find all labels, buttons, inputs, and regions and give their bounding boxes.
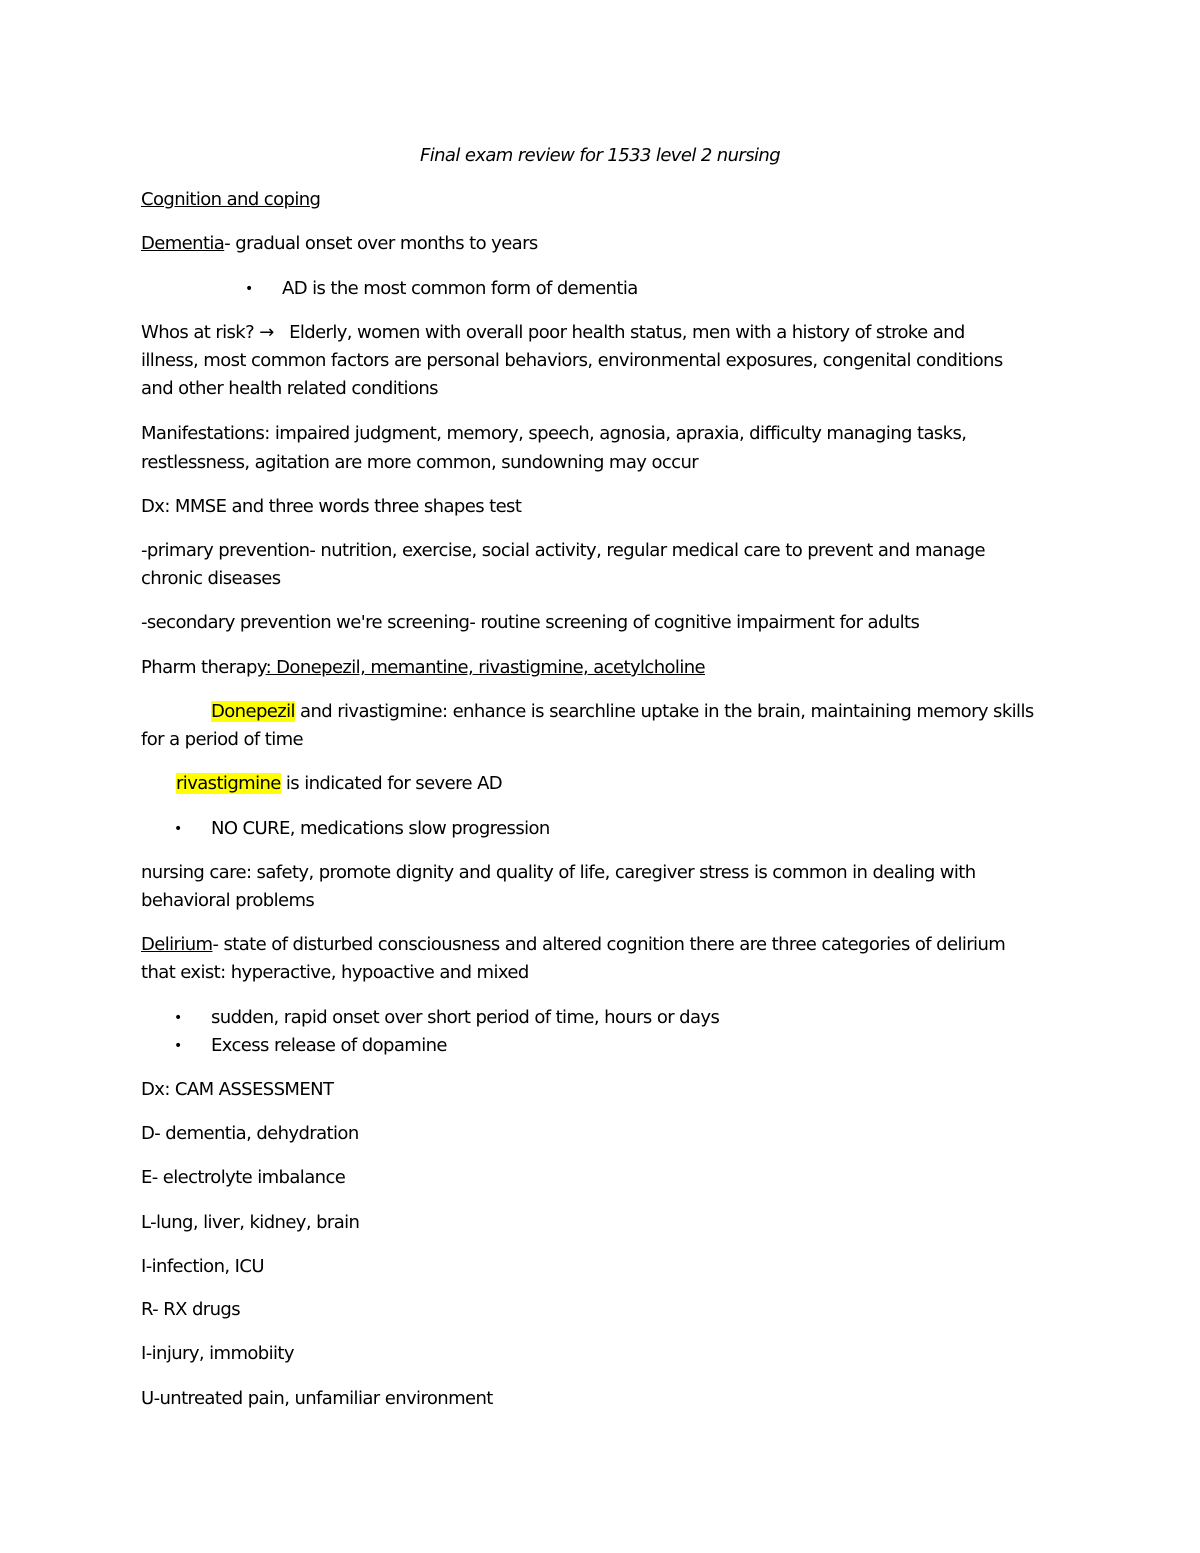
mnemonic-item: R- RX drugs: [141, 1299, 240, 1320]
pharm-therapy: [141, 654, 1060, 682]
delirium-bullet: sudden, rapid onset over short period of time, hours or days: [211, 1007, 720, 1028]
manifestations-line-1: Manifestations: impaired judgment, memory, speech, agnosia, apraxia, difficulty managing tasks,: [141, 423, 967, 444]
delirium-definition: - state of disturbed consciousness and altered cognition there are three categories of delirium: [212, 934, 1006, 955]
delirium-term: Delirium: [141, 934, 213, 955]
dx-dementia: Dx: MMSE and three words three shapes test: [141, 496, 522, 517]
donepezil-text: and rivastigmine: enhance is searchline uptake in the brain, maintaining memory skills: [294, 701, 1034, 722]
risk-line-3: and other health related conditions: [141, 378, 438, 399]
nursing-care-line-2: behavioral problems: [141, 890, 315, 911]
mnemonic-item: L-lung, liver, kidney, brain: [141, 1212, 360, 1233]
risk-text: Elderly, women with overall poor health status, men with a history of stroke and: [289, 322, 965, 343]
mnemonic-item: E- electrolyte imbalance: [141, 1167, 346, 1188]
risk-line-2: illness, most common factors are personal behaviors, environmental exposures, congenital conditions: [141, 350, 1003, 371]
arrow-icon: →: [259, 322, 274, 343]
no-cure-bullet: NO CURE, medications slow progression: [211, 818, 550, 839]
delirium-line-2: that exist: hyperactive, hypoactive and mixed: [141, 962, 529, 983]
mnemonic-item: I-injury, immobiity: [141, 1343, 294, 1364]
section-heading: Cognition and coping: [141, 189, 321, 210]
primary-prevention-line-1: -primary prevention- nutrition, exercise, social activity, regular medical care to prevent and manage: [141, 540, 985, 561]
risk-label: Whos at risk?: [141, 322, 255, 343]
secondary-prevention: -secondary prevention we're screening- routine screening of cognitive impairment for adults: [141, 612, 920, 633]
donepezil-line-1: [211, 698, 1060, 726]
donepezil-line-2: for a period of time: [141, 729, 304, 750]
dx-delirium: Dx: CAM ASSESSMENT: [141, 1079, 334, 1100]
dementia-definition: - gradual onset over months to years: [224, 233, 538, 254]
bullet-icon: •: [174, 821, 182, 837]
dementia-bullet: AD is the most common form of dementia: [282, 278, 638, 299]
bullet-icon: •: [245, 281, 253, 297]
bullet-icon: •: [174, 1038, 182, 1054]
risk-line-1: [141, 319, 1060, 347]
delirium-bullet: Excess release of dopamine: [211, 1035, 447, 1056]
dementia-paragraph: [141, 230, 1060, 258]
rivastigmine-text: is indicated for severe AD: [280, 773, 503, 794]
donepezil-highlight: Donepezil: [211, 701, 295, 722]
dementia-term: Dementia: [141, 233, 225, 254]
bullet-icon: •: [174, 1010, 182, 1026]
delirium-line-1: [141, 931, 1060, 959]
nursing-care-line-1: nursing care: safety, promote dignity and quality of life, caregiver stress is common in dealing with: [141, 862, 976, 883]
mnemonic-item: I-infection, ICU: [141, 1256, 264, 1277]
rivastigmine-line: [176, 770, 1060, 798]
primary-prevention-line-2: chronic diseases: [141, 568, 281, 589]
pharm-drugs: : Donepezil, memantine, rivastigmine, acetylcholine: [265, 657, 706, 678]
mnemonic-item: U-untreated pain, unfamiliar environment: [141, 1388, 493, 1409]
mnemonic-item: D- dementia, dehydration: [141, 1123, 359, 1144]
manifestations-line-2: restlessness, agitation are more common, sundowning may occur: [141, 452, 699, 473]
rivastigmine-highlight: rivastigmine: [176, 773, 281, 794]
document-title: Final exam review for 1533 level 2 nursing: [419, 145, 781, 166]
pharm-label: Pharm therapy: [141, 657, 266, 678]
